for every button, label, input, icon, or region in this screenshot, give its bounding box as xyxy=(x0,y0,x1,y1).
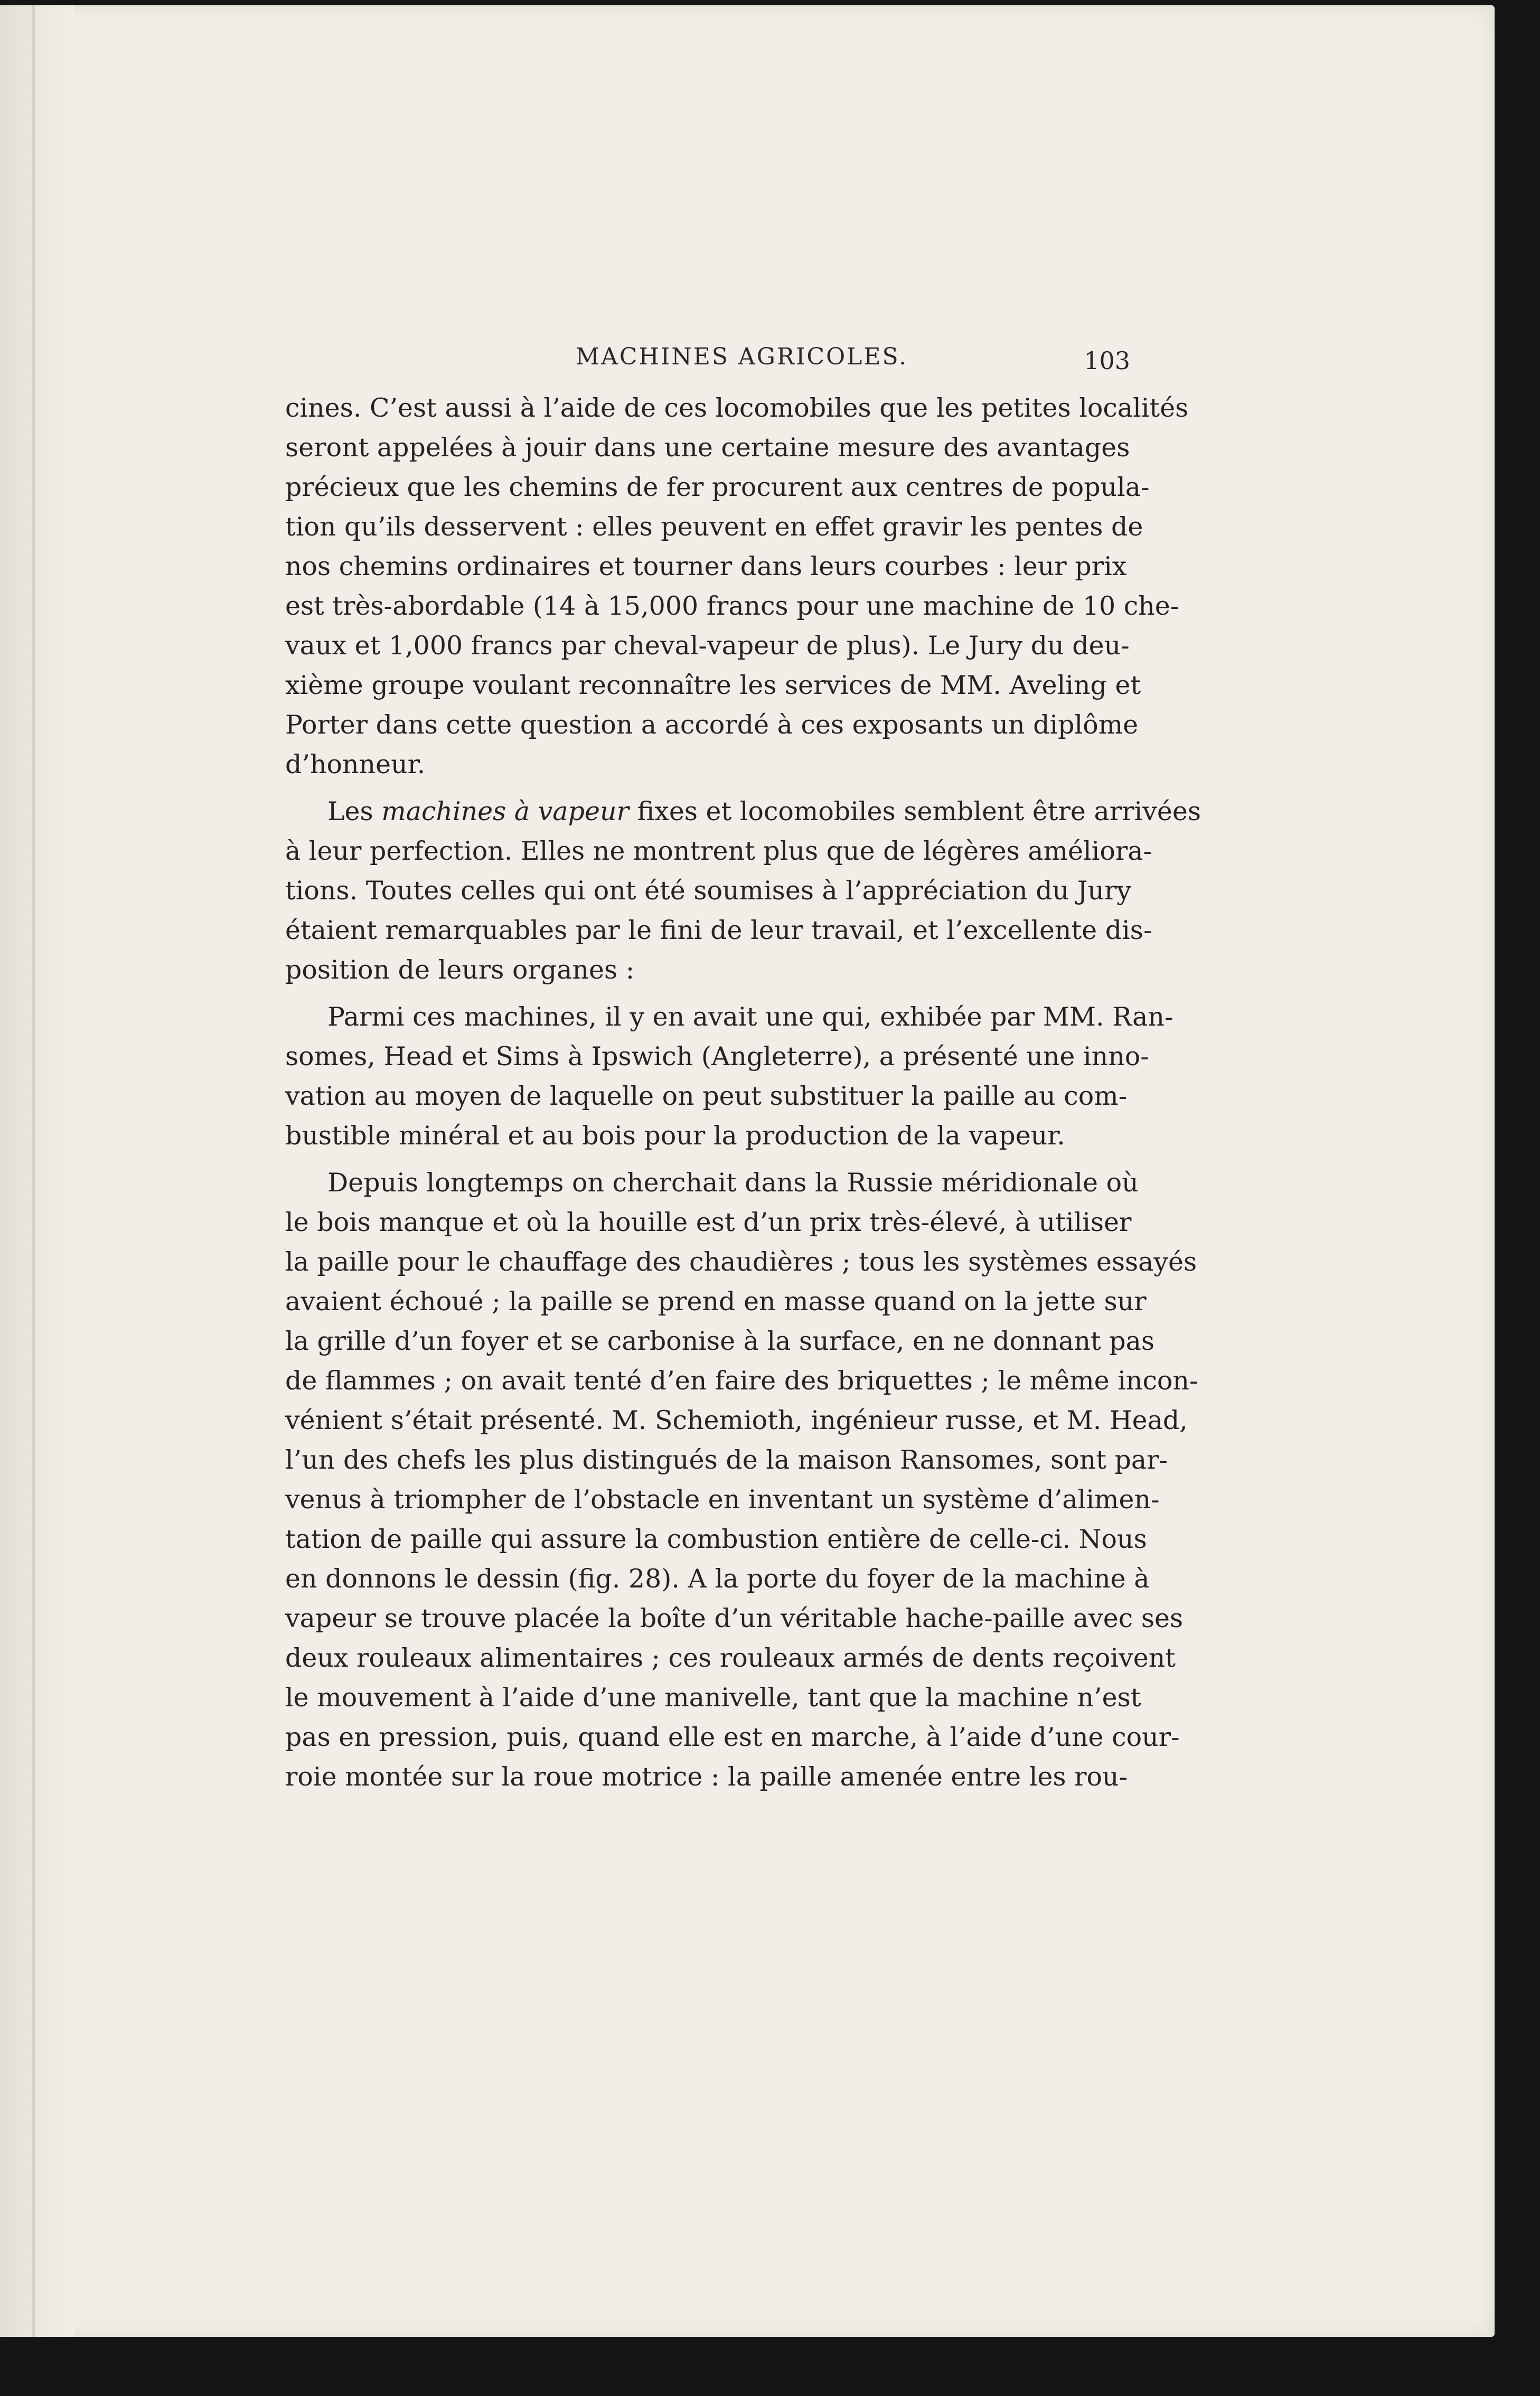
italic-phrase: machines à vapeur xyxy=(381,796,629,826)
text-line: venus à triompher de l’obstacle en inventant un système d’alimen- xyxy=(285,1484,1160,1515)
text-line: le mouvement à l’aide d’une manivelle, tant que la machine n’est xyxy=(285,1683,1141,1713)
text-line: étaient remarquables par le fini de leur travail, et l’excellente dis- xyxy=(285,915,1152,945)
running-title: MACHINES AGRICOLES. xyxy=(576,343,908,370)
text-line: vénient s’était présenté. M. Schemioth, ingénieur russe, et M. Head, xyxy=(285,1405,1188,1435)
page-gutter-shadow xyxy=(0,5,74,2337)
text-line: la paille pour le chauffage des chaudières ; tous les systèmes essayés xyxy=(285,1247,1197,1277)
text-run: Les xyxy=(327,796,382,826)
text-line: somes, Head et Sims à Ipswich (Angleterre), a présenté une inno- xyxy=(285,1041,1149,1072)
text-line: tions. Toutes celles qui ont été soumises à l’appréciation du Jury xyxy=(285,876,1132,906)
text-line: vaux et 1,000 francs par cheval-vapeur de plus). Le Jury du deu- xyxy=(285,631,1130,661)
text-line: deux rouleaux alimentaires ; ces rouleaux armés de dents reçoivent xyxy=(285,1643,1176,1673)
text-line: Porter dans cette question a accordé à ces exposants un diplôme xyxy=(285,710,1139,740)
text-line: position de leurs organes : xyxy=(285,955,635,985)
text-line: précieux que les chemins de fer procurent aux centres de popula- xyxy=(285,472,1150,502)
paragraph xyxy=(285,388,1189,784)
paragraph-gap xyxy=(285,990,1122,997)
text-line: tation de paille qui assure la combustion entière de celle-ci. Nous xyxy=(285,1524,1147,1554)
text-line: nos chemins ordinaires et tourner dans leurs courbes : leur prix xyxy=(285,551,1127,581)
text-line: cines. C’est aussi à l’aide de ces locomobiles que les petites localités xyxy=(285,393,1189,423)
page-number: 103 xyxy=(1084,346,1130,375)
text-line: Parmi ces machines, il y en avait une qui, exhibée par MM. Ran- xyxy=(327,1002,1173,1032)
text-line: bustible minéral et au bois pour la production de la vapeur. xyxy=(285,1121,1065,1151)
text-line: de flammes ; on avait tenté d’en faire des briquettes ; le même incon- xyxy=(285,1366,1198,1396)
text-line xyxy=(285,792,1201,831)
running-header xyxy=(285,343,1130,386)
text-line: xième groupe voulant reconnaître les services de MM. Aveling et xyxy=(285,670,1141,700)
body-text xyxy=(285,388,1201,1797)
text-line: avaient échoué ; la paille se prend en masse quand on la jette sur xyxy=(285,1286,1147,1317)
paragraph-gap xyxy=(285,784,1122,792)
text-line: tion qu’ils desservent : elles peuvent en effet gravir les pentes de xyxy=(285,512,1143,542)
paragraph xyxy=(285,792,1201,990)
text-line: à leur perfection. Elles ne montrent plus que de légères améliora- xyxy=(285,836,1152,866)
text-line: d’honneur. xyxy=(285,749,426,779)
text-line: pas en pression, puis, quand elle est en marche, à l’aide d’une cour- xyxy=(285,1722,1180,1752)
text-line: Depuis longtemps on cherchait dans la Russie méridionale où xyxy=(327,1168,1139,1198)
text-line: vation au moyen de laquelle on peut substituer la paille au com- xyxy=(285,1081,1128,1111)
text-line: le bois manque et où la houille est d’un prix très-élevé, à utiliser xyxy=(285,1207,1132,1237)
text-line: est très-abordable (14 à 15,000 francs pour une machine de 10 che- xyxy=(285,591,1179,621)
text-line: vapeur se trouve placée la boîte d’un véritable hache-paille avec ses xyxy=(285,1603,1184,1633)
text-line: en donnons le dessin (fig. 28). A la porte du foyer de la machine à xyxy=(285,1564,1150,1594)
text-line: seront appelées à jouir dans une certaine mesure des avantages xyxy=(285,433,1130,463)
paragraph xyxy=(285,997,1173,1155)
page-edge-line xyxy=(32,5,35,2337)
text-line: roie montée sur la roue motrice : la paille amenée entre les rou- xyxy=(285,1762,1128,1792)
paragraph-gap xyxy=(285,1155,1122,1163)
text-line: l’un des chefs les plus distingués de la maison Ransomes, sont par- xyxy=(285,1445,1168,1475)
paragraph xyxy=(285,1163,1198,1797)
text-run: fixes et locomobiles semblent être arrivées xyxy=(628,796,1201,826)
text-line: la grille d’un foyer et se carbonise à la surface, en ne donnant pas xyxy=(285,1326,1154,1356)
